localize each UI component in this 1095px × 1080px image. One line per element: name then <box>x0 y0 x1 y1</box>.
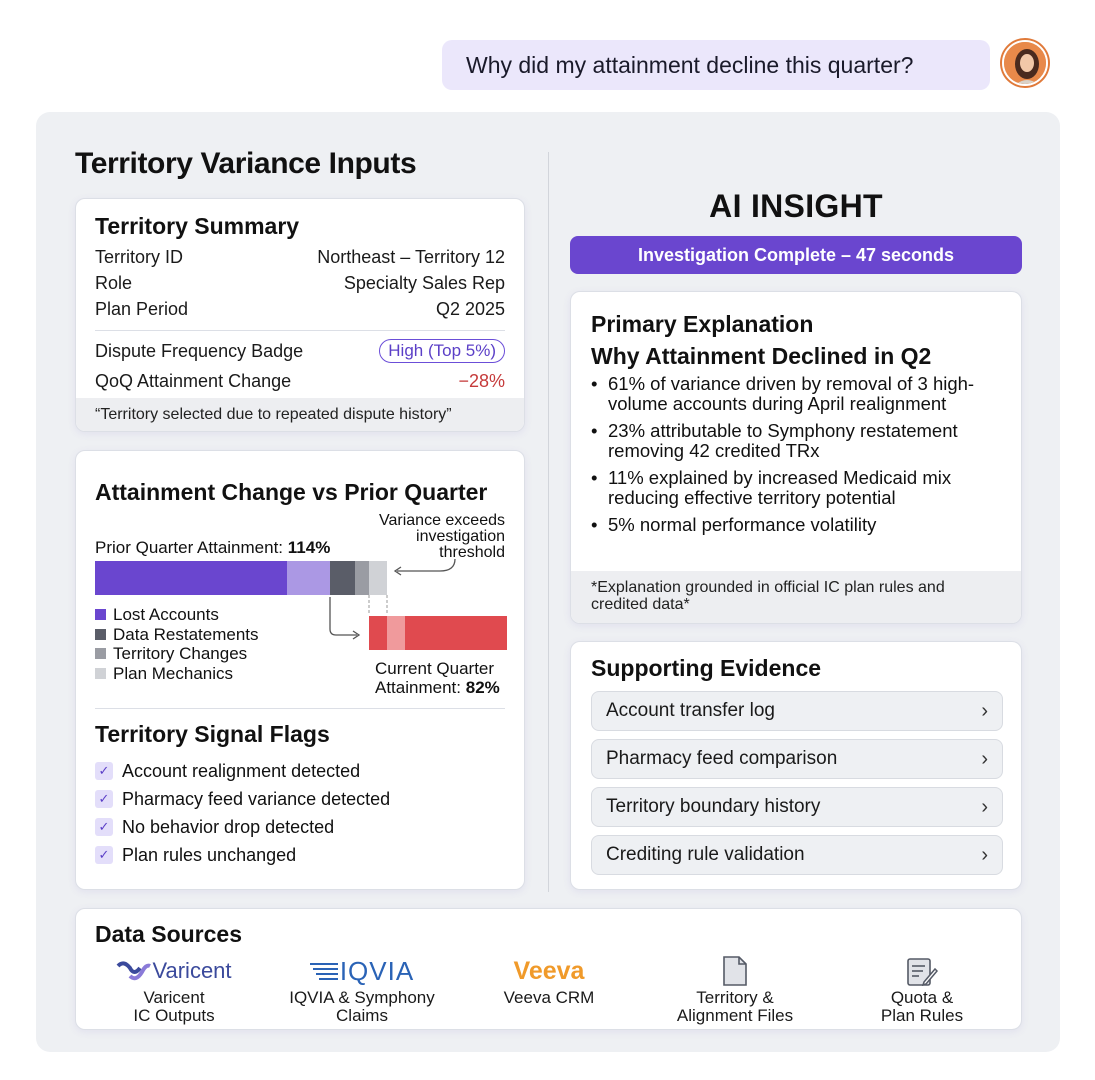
checkbox-checked-icon: ✓ <box>95 846 113 864</box>
data-source-territory-files <box>645 957 825 1025</box>
data-source-quota-plan-rules <box>832 957 1012 1025</box>
legend-item <box>95 625 259 645</box>
signal-flag-item <box>95 785 390 813</box>
evidence-item-territory-boundary-history[interactable] <box>591 787 1003 827</box>
current-bar-highlight <box>387 616 405 650</box>
signal-flags-list <box>95 757 390 869</box>
source-label-line2: IC Outputs <box>133 1006 215 1025</box>
legend-swatch <box>95 668 106 679</box>
source-label-line1: Quota & <box>890 988 954 1007</box>
user-question-bubble <box>442 40 990 90</box>
investigation-status-banner: Investigation Complete – 47 seconds <box>570 236 1022 274</box>
evidence-label: Crediting rule validation <box>606 844 805 865</box>
threshold-annotation: Variance exceeds investigation threshold <box>379 512 505 561</box>
varicent-logo <box>84 957 264 985</box>
veeva-logo <box>459 957 639 985</box>
prior-attainment-label <box>95 538 330 558</box>
qoq-value: −28% <box>458 371 505 391</box>
explanation-text: 11% explained by increased Medicaid mix reducing effective territory potential <box>608 467 952 508</box>
iqvia-logo-text: IQVIA <box>339 956 415 986</box>
territory-summary-card <box>75 198 525 432</box>
legend-swatch <box>95 648 106 659</box>
explanation-item: • 5% normal performance volatility <box>591 514 877 535</box>
signal-flag-label: Account realignment detected <box>122 760 361 781</box>
user-question-text: Why did my attainment decline this quarter? <box>466 51 914 78</box>
primary-explanation-heading: Primary Explanation <box>591 311 814 337</box>
summary-row <box>95 299 505 320</box>
summary-divider <box>95 330 505 331</box>
dispute-row <box>95 341 505 363</box>
chevron-right-icon: › <box>981 747 988 770</box>
clipboard-edit-icon <box>832 957 1012 985</box>
signal-flag-item <box>95 841 390 869</box>
evidence-label: Territory boundary history <box>606 796 821 817</box>
source-label-line1: Veeva CRM <box>503 988 595 1007</box>
evidence-list <box>591 691 1003 883</box>
summary-row-value: Q2 2025 <box>435 299 505 319</box>
prior-bar-plan-mechanics <box>369 561 387 595</box>
annotation-arrow-icon <box>397 559 455 571</box>
primary-explanation-subheading: Why Attainment Declined in Q2 <box>591 343 932 369</box>
legend-item <box>95 644 259 664</box>
signal-flag-label: Pharmacy feed variance detected <box>122 788 391 809</box>
primary-explanation-card <box>570 291 1022 624</box>
avatar[interactable] <box>1002 40 1048 86</box>
attainment-change-card <box>75 450 525 890</box>
qoq-row <box>95 371 505 392</box>
explanation-item: • 11% explained by increased Medicaid mix reducing effective territory potential <box>591 468 1001 508</box>
qoq-label: QoQ Attainment Change <box>95 371 292 391</box>
evidence-label: Pharmacy feed comparison <box>606 748 838 769</box>
evidence-label: Account transfer log <box>606 700 775 721</box>
flow-arrow-icon <box>330 597 357 635</box>
prior-value: 114% <box>287 538 331 557</box>
data-source-iqvia <box>272 957 452 1025</box>
supporting-evidence-card <box>570 641 1022 890</box>
signal-flag-item <box>95 813 390 841</box>
summary-row-value: Specialty Sales Rep <box>343 273 505 293</box>
territory-summary-title: Territory Summary <box>95 213 300 239</box>
inputs-title: Territory Variance Inputs <box>75 147 417 180</box>
legend-swatch <box>95 609 106 620</box>
source-label-line2: Alignment Files <box>676 1006 794 1025</box>
summary-row-value: Northeast – Territory 12 <box>317 247 505 267</box>
primary-explanation-title <box>591 308 931 372</box>
dispute-label: Dispute Frequency Badge <box>95 341 304 361</box>
data-source-veeva <box>459 957 639 1007</box>
summary-row-label: Role <box>95 273 133 293</box>
explanation-text: 23% attributable to Symphony restatement removing 42 credited TRx <box>608 420 958 461</box>
varicent-mark-icon <box>116 960 152 982</box>
dispute-badge: High (Top 5%) <box>379 339 505 363</box>
summary-row <box>95 273 505 294</box>
explanation-text: 61% of variance driven by removal of 3 high-volume accounts during April realignment <box>608 373 975 414</box>
checkbox-checked-icon: ✓ <box>95 790 113 808</box>
varicent-logo-text: Varicent <box>152 958 232 983</box>
evidence-item-account-transfer-log[interactable] <box>591 691 1003 731</box>
explanation-footer-note: *Explanation grounded in official IC plan rules and credited data* <box>571 571 1021 623</box>
iqvia-logo <box>272 957 452 985</box>
iqvia-stripes-icon <box>310 962 340 980</box>
legend-label: Territory Changes <box>113 644 248 663</box>
chevron-right-icon: › <box>981 843 988 866</box>
veeva-logo-text: Veeva <box>513 957 585 985</box>
summary-row-label: Plan Period <box>95 299 189 319</box>
explanation-list <box>591 374 1001 542</box>
chevron-right-icon: › <box>981 699 988 722</box>
current-value: 82% <box>465 678 500 697</box>
prior-bar-data-restatements <box>330 561 355 595</box>
source-label-line1: Territory & <box>696 988 774 1007</box>
legend-item <box>95 605 259 625</box>
current-label-line1: Current Quarter <box>375 659 495 678</box>
data-source-varicent <box>84 957 264 1025</box>
prior-label-text: Prior Quarter Attainment: <box>95 538 284 557</box>
signal-flag-label: No behavior drop detected <box>122 816 335 837</box>
ai-insight-title: AI INSIGHT <box>709 188 883 224</box>
source-label-line2: Plan Rules <box>880 1006 964 1025</box>
evidence-item-pharmacy-feed-comparison[interactable] <box>591 739 1003 779</box>
signal-flags-title: Territory Signal Flags <box>95 721 330 747</box>
source-label-line2: Claims <box>336 1006 388 1025</box>
source-label-line1: Varicent <box>143 988 205 1007</box>
legend-label: Data Restatements <box>113 624 259 644</box>
evidence-item-crediting-rule-validation[interactable] <box>591 835 1003 875</box>
supporting-evidence-title: Supporting Evidence <box>591 655 822 681</box>
explanation-item: • 23% attributable to Symphony restatement removing 42 credited TRx <box>591 421 1001 461</box>
chevron-right-icon: › <box>981 795 988 818</box>
document-icon <box>645 957 825 985</box>
current-label-line2: Attainment: <box>375 678 461 697</box>
summary-footer-note: “Territory selected due to repeated dispute history” <box>76 398 524 431</box>
current-attainment-label <box>375 659 500 697</box>
attainment-title: Attainment Change vs Prior Quarter <box>95 479 488 505</box>
prior-bar-territory-changes <box>355 561 369 595</box>
attainment-legend <box>95 605 259 683</box>
column-divider <box>548 152 549 892</box>
legend-label: Plan Mechanics <box>113 663 234 683</box>
explanation-text: 5% normal performance volatility <box>608 514 877 535</box>
legend-label: Lost Accounts <box>113 605 219 624</box>
data-sources-card <box>75 908 1022 1030</box>
attainment-divider <box>95 708 505 709</box>
explanation-item: • 61% of variance driven by removal of 3 high-volume accounts during April realignment <box>591 374 1001 414</box>
data-sources-title: Data Sources <box>95 921 243 947</box>
signal-flag-label: Plan rules unchanged <box>122 844 297 865</box>
signal-flag-item <box>95 757 390 785</box>
legend-swatch <box>95 629 106 640</box>
source-label-line1: IQVIA & Symphony <box>289 988 435 1007</box>
prior-bar-lost-accounts-light <box>287 561 330 595</box>
summary-row <box>95 247 505 268</box>
summary-row-label: Territory ID <box>95 247 184 267</box>
checkbox-checked-icon: ✓ <box>95 818 113 836</box>
prior-bar-lost-accounts <box>95 561 287 595</box>
legend-item <box>95 664 259 684</box>
checkbox-checked-icon: ✓ <box>95 762 113 780</box>
